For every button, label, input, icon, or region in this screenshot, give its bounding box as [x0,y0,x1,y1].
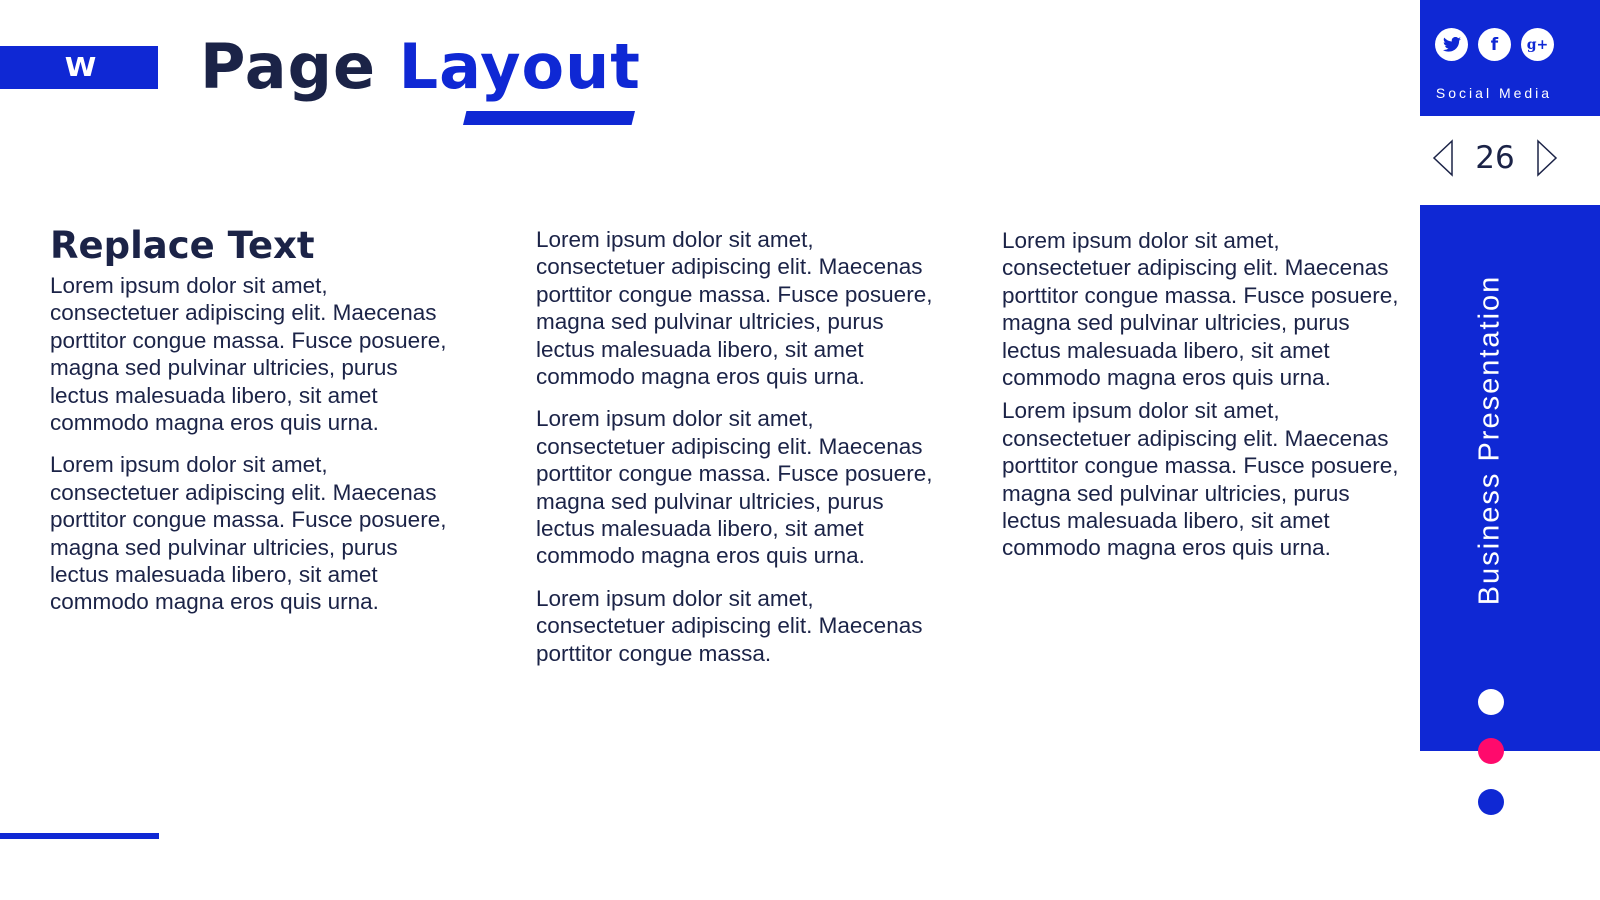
paragraph: Lorem ipsum dolor sit amet, consectetuer adipiscing elit. Maecenas porttitor congue massa. Fusce posuere, magna sed pulvinar ultricies, purus lectus malesuada libero, sit amet commodo magna eros quis urna. [536,406,933,569]
paragraph: Lorem ipsum dolor sit amet, consectetuer adipiscing elit. Maecenas porttitor congue massa. Fusce posuere, magna sed pulvinar ultricies, purus lectus malesuada libero, sit amet commodo magna eros quis urna. [50,273,447,436]
social-media-label: Social Media [1435,85,1553,101]
facebook-icon[interactable]: f [1478,28,1511,61]
bottom-accent-line [0,833,159,839]
paragraph: Lorem ipsum dolor sit amet, consectetuer adipiscing elit. Maecenas porttitor congue massa. Fusce posuere, magna sed pulvinar ultricies, purus lectus malesuada libero, sit amet commodo magna eros quis urna. [50,452,447,615]
column-heading: Replace Text [50,224,315,267]
text-column-2 [536,226,936,682]
page-title [200,30,641,103]
next-page-icon[interactable] [1534,139,1560,177]
logo-badge [0,46,158,89]
nav-dot-white[interactable] [1478,689,1504,715]
paragraph: Lorem ipsum dolor sit amet, consectetuer adipiscing elit. Maecenas porttitor congue massa. Fusce posuere, magna sed pulvinar ultricies, purus lectus malesuada libero, sit amet commodo magna eros quis urna. [1002,228,1399,391]
google-plus-icon[interactable]: g+ [1521,28,1554,61]
nav-dot-pink[interactable] [1478,738,1504,764]
paragraph: Lorem ipsum dolor sit amet, consectetuer adipiscing elit. Maecenas porttitor congue massa. Fusce posuere, magna sed pulvinar ultricies, purus lectus malesuada libero, sit amet commodo magna eros quis urna. [536,227,933,390]
text-column-3 [1002,227,1402,568]
paragraph: Lorem ipsum dolor sit amet, consectetuer adipiscing elit. Maecenas porttitor congue massa. Fusce posuere, magna sed pulvinar ultricies, purus lectus malesuada libero, sit amet commodo magna eros quis urna. [1002,398,1399,561]
social-media-panel [1420,0,1600,116]
title-part-1: Page [200,30,377,103]
previous-page-icon[interactable] [1430,139,1456,177]
paragraph: Lorem ipsum dolor sit amet, consectetuer adipiscing elit. Maecenas porttitor congue massa. [536,585,923,666]
side-panel [1420,205,1600,751]
vertical-label: Business Presentation [1473,274,1506,606]
twitter-icon[interactable] [1435,28,1468,61]
page-number: 26 [1475,140,1515,176]
text-column-1 [50,226,450,631]
title-part-2: Layout [398,30,641,103]
page-navigator [1430,138,1560,178]
nav-dot-blue[interactable] [1478,789,1504,815]
social-icons [1435,28,1554,61]
title-underline [463,111,635,125]
logo-letter: W [64,52,94,83]
